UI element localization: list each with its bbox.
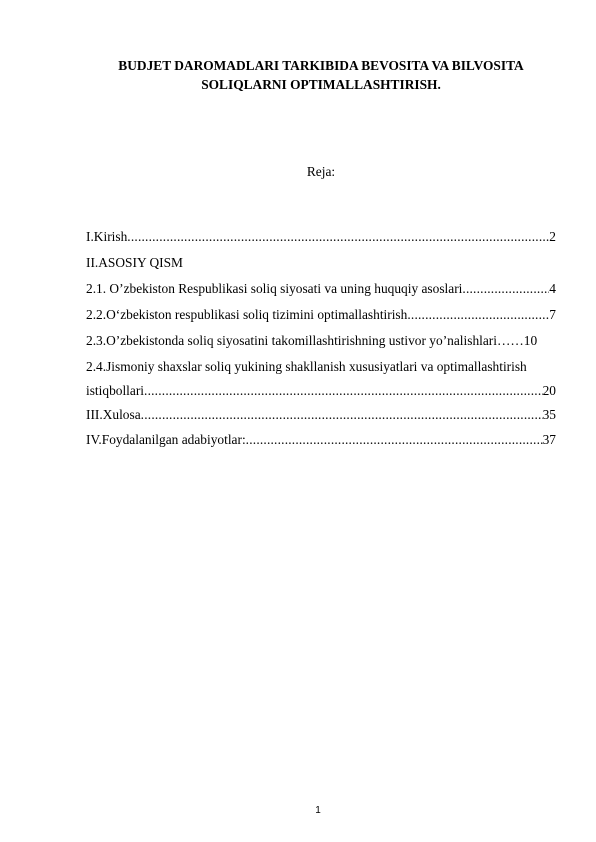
toc-dot-leader xyxy=(246,431,543,449)
toc-page-number: 2 xyxy=(549,229,556,244)
toc-dot-leader xyxy=(144,382,543,400)
toc-entry-text: 2.1. O’zbekiston Respublikasi soliq siyosati va uning huquqiy asoslari xyxy=(86,281,463,296)
toc-entry-introduction xyxy=(86,228,556,246)
toc-dot-leader xyxy=(127,228,549,246)
table-of-contents xyxy=(86,228,556,457)
toc-dot-leader xyxy=(407,306,549,324)
toc-entry-2-2 xyxy=(86,306,556,324)
document-title xyxy=(86,56,556,94)
toc-entry-text: 2.3.O’zbekistonda soliq siyosatini takomillashtirishning ustivor yo’nalishlari…… xyxy=(86,333,524,348)
document-title-line-1: BUDJET DAROMADLARI TARKIBIDA BEVOSITA VA BILVOSITA xyxy=(118,58,524,73)
toc-dot-leader xyxy=(462,280,549,298)
toc-page-number: 20 xyxy=(542,383,556,398)
toc-entry-text: 2.2.O‘zbekiston respublikasi soliq tizimini optimallashtirish xyxy=(86,307,408,322)
toc-page-number: 37 xyxy=(542,432,556,447)
toc-entry-conclusion xyxy=(86,406,556,424)
toc-entry-text: II.ASOSIY QISM xyxy=(86,255,183,270)
toc-page-number: 10 xyxy=(523,333,538,348)
toc-entry-references xyxy=(86,431,556,449)
toc-page-number: 4 xyxy=(549,281,556,296)
toc-entry-text-continued: istiqbollari xyxy=(86,383,145,398)
plan-heading: Reja: xyxy=(306,164,336,179)
toc-page-number: 7 xyxy=(549,307,556,322)
toc-entry-2-4 xyxy=(86,358,556,400)
toc-entry-2-1 xyxy=(86,280,556,298)
toc-entry-main-part xyxy=(86,254,556,272)
toc-entry-2-3 xyxy=(86,332,556,350)
toc-entry-text: I.Kirish xyxy=(86,229,128,244)
toc-page-number: 35 xyxy=(542,407,556,422)
toc-dot-leader xyxy=(141,406,543,424)
toc-entry-text: 2.4.Jismoniy shaxslar soliq yukining shakllanish xususiyatlari va optimallashtirish xyxy=(86,359,527,374)
toc-entry-text: III.Xulosa xyxy=(86,407,141,422)
document-title-line-2: SOLIQLARNI OPTIMALLASHTIRISH. xyxy=(201,77,441,92)
toc-entry-text: IV.Foydalanilgan adabiyotlar: xyxy=(86,432,246,447)
page-number: 1 xyxy=(315,805,321,816)
